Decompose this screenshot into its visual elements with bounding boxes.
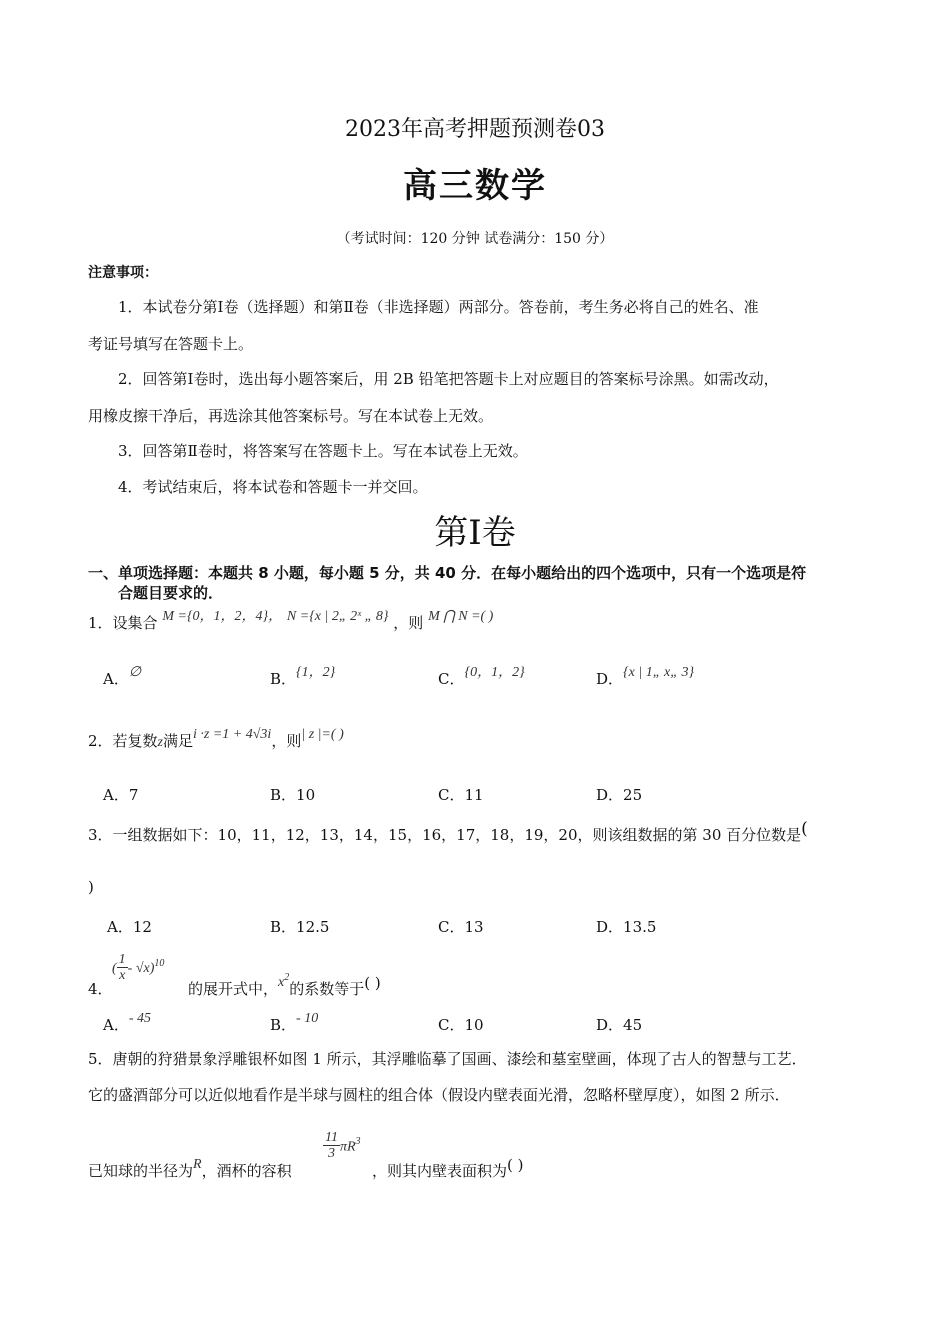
q4-option-a: A．- 45	[103, 1011, 152, 1034]
notice-item-2-line-1: 2．回答第Ⅰ卷时，选出每小题答案后，用 2B 铅笔把答题卡上对应题目的答案标号涂黑。如需改动，	[118, 370, 779, 388]
q1-option-b-value: {1，2}	[296, 665, 336, 680]
q4-option-b-value: - 10	[296, 1011, 319, 1026]
q1-intersection: M ⋂ N =( )	[428, 609, 494, 624]
q5-surface-text: ，则其内壁表面积为	[372, 1162, 508, 1180]
q5-frac-num: 11	[325, 1130, 338, 1145]
q5-line-3	[88, 1157, 292, 1181]
q4-option-c: C．10	[438, 1016, 484, 1034]
q4-paren: ( )	[364, 974, 381, 992]
question-2-stem	[88, 727, 344, 751]
q5-line-3-end	[372, 1156, 524, 1181]
q4-frac-den: x	[119, 968, 126, 984]
q3-option-b: B．12.5	[270, 918, 330, 936]
q4-mid: 的展开式中，	[188, 980, 279, 998]
question-3-stem	[88, 819, 808, 845]
q4-term-exp: 2	[284, 972, 290, 983]
q4-option-a-value: - 45	[128, 1011, 152, 1026]
q2-modulus: | z |=( )	[301, 727, 344, 742]
q4-option-d: D．45	[596, 1016, 643, 1034]
q2-option-a: A．7	[103, 786, 139, 804]
notice-item-3: 3．回答第Ⅱ卷时，将答案写在答题卡上。写在本试卷上无效。	[118, 442, 528, 460]
q3-paren-open: (	[801, 819, 808, 839]
q4-suffix: 的系数等于	[289, 980, 365, 998]
q1-set-m: M ={0，1，2，4}，	[162, 609, 283, 624]
notice-item-2-line-2: 用橡皮擦干净后，再选涂其他答案标号。写在本试卷上无效。	[88, 407, 494, 425]
q2-prefix: 2．若复数	[88, 732, 158, 750]
q4-term: x	[278, 975, 285, 990]
q5-line-2: 它的盛酒部分可以近似地看作是半球与圆柱的组合体（假设内壁表面光滑，忽略杯壁厚度），如图 2 所示．	[88, 1086, 790, 1104]
q4-number: 4．	[88, 980, 113, 998]
q4-option-b: B．- 10	[270, 1011, 319, 1034]
q5-radius-symbol: R	[193, 1157, 202, 1172]
paper-title: 高三数学	[403, 166, 547, 206]
q2-equation: i ·z =1 + 4√3i	[193, 727, 272, 742]
q5-frac-den: 3	[327, 1146, 335, 1162]
q2-option-b: B．10	[270, 786, 316, 804]
q2-variable-z: z	[157, 735, 163, 750]
q1-suffix: ，则	[393, 614, 424, 632]
q3-paren-close: )	[88, 878, 94, 896]
notice-heading: 注意事项：	[88, 265, 158, 281]
q2-option-d: D．25	[596, 786, 643, 804]
notice-item-4: 4．考试结束后，将本试卷和答题卡一并交回。	[118, 478, 428, 496]
q5-radius-text: 已知球的半径为	[88, 1162, 194, 1180]
q2-then: ，则	[271, 732, 302, 750]
q1-option-c-value: {0，1，2}	[464, 665, 525, 680]
q3-option-d: D．13.5	[596, 918, 657, 936]
q4-expr-rest: - √x)	[127, 960, 155, 976]
q5-vol-exp: 3	[355, 1136, 361, 1148]
q4-binomial	[112, 952, 164, 984]
q4-frac-num: 1	[118, 952, 126, 967]
q5-line-1: 5．唐朝的狩猎景象浮雕银杯如图 1 所示，其浮雕临摹了国画、漆绘和墓室壁画，体现了古人的智慧与工艺．	[88, 1050, 807, 1068]
q1-option-d: D．{x | 1„ x„ 3}	[596, 665, 695, 688]
q5-vol-rest: πR	[339, 1139, 356, 1155]
q3-option-c: C．13	[438, 918, 484, 936]
q1-option-a: A．∅	[103, 665, 142, 688]
q3-option-a: A．12	[107, 918, 152, 936]
notice-item-1-line-1: 1．本试卷分第Ⅰ卷（选择题）和第Ⅱ卷（非选择题）两部分。答卷前，考生务必将自己的姓名、准	[118, 298, 759, 316]
notice-item-1-line-2: 考证号填写在答题卡上。	[88, 335, 254, 353]
q4-exponent: 10	[154, 958, 165, 970]
q1-option-a-value: ∅	[128, 665, 142, 680]
q4-stem-rest	[188, 972, 381, 999]
paper-subtitle: 2023年高考押题预测卷03	[345, 117, 605, 142]
q5-paren: ( )	[507, 1156, 524, 1174]
q1-set-n: N ={x | 2„ 2ˣ „ 8}	[286, 609, 389, 624]
q4-open-paren: (	[112, 960, 117, 976]
q1-option-c: C．{0，1，2}	[438, 665, 525, 688]
part-heading-line-1: 一、单项选择题：本题共 8 小题，每小题 5 分，共 40 分．在每小题给出的四个选项中，只有一个选项是符	[88, 564, 807, 582]
q5-volume-text: ，酒杯的容积	[201, 1162, 292, 1180]
q2-option-c: C．11	[438, 786, 484, 804]
q1-prefix: 1．设集合	[88, 614, 158, 632]
question-1-stem	[88, 609, 494, 633]
q5-volume-formula	[323, 1130, 361, 1162]
q2-mid: 满足	[163, 732, 194, 750]
q1-option-b: B．{1，2}	[270, 665, 336, 688]
q1-option-d-value: {x | 1„ x„ 3}	[623, 665, 695, 680]
part-heading-line-2: 合题目要求的．	[118, 584, 224, 602]
q3-text: 3．一组数据如下：10，11，12，13，14，15，16，17，18，19，20，则该组数据的第 30 百分位数是	[88, 826, 802, 844]
section-title: 第Ⅰ卷	[434, 513, 516, 553]
exam-info: （考试时间：120 分钟 试卷满分：150 分）	[336, 231, 614, 247]
